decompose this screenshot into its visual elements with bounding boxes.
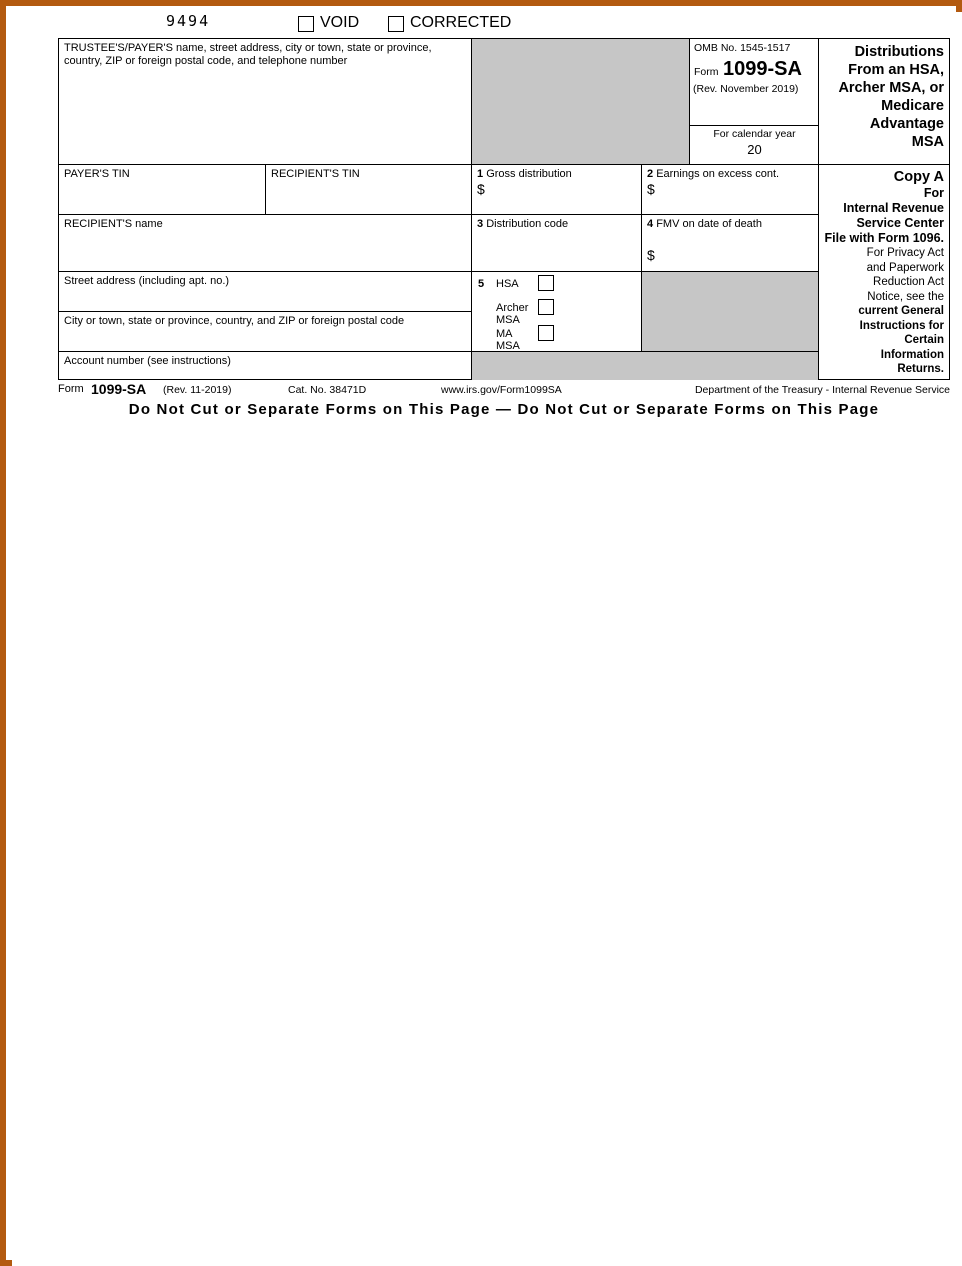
box5-archer-msa-line1: Archer (496, 302, 529, 314)
corrected-label: CORRECTED (410, 14, 512, 31)
city-state-zip-label: City or town, state or province, country, and ZIP or foreign postal code (64, 315, 405, 327)
box1-gross-distribution[interactable] (472, 165, 642, 215)
form-title-line-5: MSA (911, 134, 944, 150)
copy-a-block (819, 165, 950, 380)
copy-a-text-line8: Information (880, 348, 944, 361)
box5-number-label (478, 278, 484, 290)
copy-a-file-with: File with Form 1096. (824, 231, 944, 245)
form-sheet (12, 12, 962, 1266)
form-word: Form (694, 66, 719, 78)
city-state-zip-field[interactable] (59, 312, 472, 352)
trustee-payer-name-field[interactable] (59, 39, 472, 165)
copy-a-for: For (923, 186, 944, 200)
form-number: 1099-SA (722, 58, 802, 80)
box2-number: 2 (647, 168, 654, 180)
form-code-number: 9494 (166, 12, 211, 30)
box1-number: 1 (477, 168, 484, 180)
form-title-line-1: Distributions (854, 44, 944, 60)
void-checkbox[interactable] (298, 16, 314, 32)
form-revision: (Rev. November 2019) (693, 83, 799, 95)
box5-account-type[interactable] (472, 272, 642, 352)
form-body (58, 38, 950, 380)
corrected-checkbox[interactable] (388, 16, 404, 32)
copy-a-text-line4: Notice, see the (867, 290, 944, 303)
street-address-label: Street address (including apt. no.) (64, 275, 230, 287)
form-identity (690, 54, 818, 81)
recipients-tin-label: RECIPIENT'S TIN (271, 168, 360, 180)
copy-a-text-line2: and Paperwork (866, 261, 944, 274)
recipients-name-field[interactable] (59, 215, 472, 272)
box2-header (647, 168, 813, 181)
box5-archer-msa-checkbox[interactable] (538, 299, 554, 315)
form-title-line-3: Archer MSA, or (838, 80, 944, 96)
box3-label: Distribution code (486, 218, 569, 230)
footer-url[interactable]: www.irs.gov/Form1099SA (441, 384, 562, 396)
box5-number: 5 (478, 278, 485, 290)
account-number-label: Account number (see instructions) (64, 355, 231, 367)
form-title-line-4: Medicare Advantage (869, 98, 944, 132)
shaded-block-top (472, 39, 690, 165)
recipients-name-label: RECIPIENT'S name (64, 218, 163, 230)
box5-archer-msa-label (496, 302, 528, 326)
omb-number: OMB No. 1545-1517 (694, 42, 791, 54)
calendar-year-label: For calendar year (713, 128, 796, 140)
box1-label: Gross distribution (486, 168, 572, 180)
footer-revision: (Rev. 11-2019) (163, 384, 232, 396)
box4-label: FMV on date of death (656, 218, 762, 230)
footer-form-word: Form (58, 383, 84, 395)
box5-archer-msa-line2: MSA (496, 314, 520, 326)
box4-fmv-on-date-of-death[interactable] (642, 215, 819, 272)
copy-a-text-line1: For Privacy Act (866, 247, 944, 259)
box3-header (477, 218, 636, 231)
copy-a-text-line9: Returns. (897, 363, 944, 375)
box5-ma-msa-line1: MA (496, 328, 513, 340)
calendar-year-block (690, 125, 819, 164)
footer-form-number: 1099-SA (91, 381, 147, 397)
top-strip (58, 12, 950, 38)
box1-currency: $ (477, 181, 485, 197)
box5-hsa-label: HSA (496, 278, 519, 290)
account-number-field[interactable] (59, 352, 472, 380)
box2-earnings-on-excess-cont[interactable] (642, 165, 819, 215)
copy-a-text-line7: Certain (904, 334, 944, 346)
void-label: VOID (320, 14, 360, 31)
omb-block (690, 39, 819, 165)
payers-tin-field[interactable] (59, 165, 266, 215)
trustee-payer-name-label: TRUSTEE'S/PAYER'S name, street address, city or town, state or province, country, ZIP or foreign postal code, and telephone number (64, 42, 432, 67)
box2-currency: $ (647, 181, 655, 197)
box4-header (647, 218, 813, 231)
box1-header (477, 168, 636, 181)
box5-hsa-checkbox[interactable] (538, 275, 554, 291)
recipients-tin-field[interactable] (266, 165, 472, 215)
calendar-year-value[interactable]: 20 (747, 142, 762, 157)
street-address-field[interactable] (59, 272, 472, 312)
box2-label: Earnings on excess cont. (656, 168, 780, 180)
footer-catalog-number: Cat. No. 38471D (288, 384, 367, 396)
form-title-line-2: From an HSA, (848, 62, 944, 78)
copy-a-text-line6: Instructions for (859, 319, 944, 332)
copy-a-org-line2: Service Center (856, 216, 944, 230)
copy-a-text-line5: current General (858, 305, 944, 317)
box5-ma-msa-checkbox[interactable] (538, 325, 554, 341)
box5-ma-msa-label (496, 328, 520, 352)
shaded-block-bottom (472, 352, 819, 380)
do-not-cut-notice: Do Not Cut or Separate Forms on This Page — Do Not Cut or Separate Forms on This Page (128, 401, 880, 418)
form-footer (58, 382, 950, 398)
shaded-block-middle (642, 272, 819, 352)
payers-tin-label: PAYER'S TIN (64, 168, 130, 180)
copy-a-title: Copy A (893, 169, 944, 185)
box3-number: 3 (477, 218, 484, 230)
box4-number: 4 (647, 218, 654, 230)
footer-department: Department of the Treasury - Internal Revenue Service (694, 384, 950, 396)
form-title-block (819, 39, 950, 165)
box5-ma-msa-line2: MSA (496, 340, 520, 352)
box3-distribution-code[interactable] (472, 215, 642, 272)
box4-currency: $ (647, 247, 655, 263)
copy-a-org-line1: Internal Revenue (843, 201, 944, 215)
copy-a-text-line3: Reduction Act (873, 276, 944, 288)
